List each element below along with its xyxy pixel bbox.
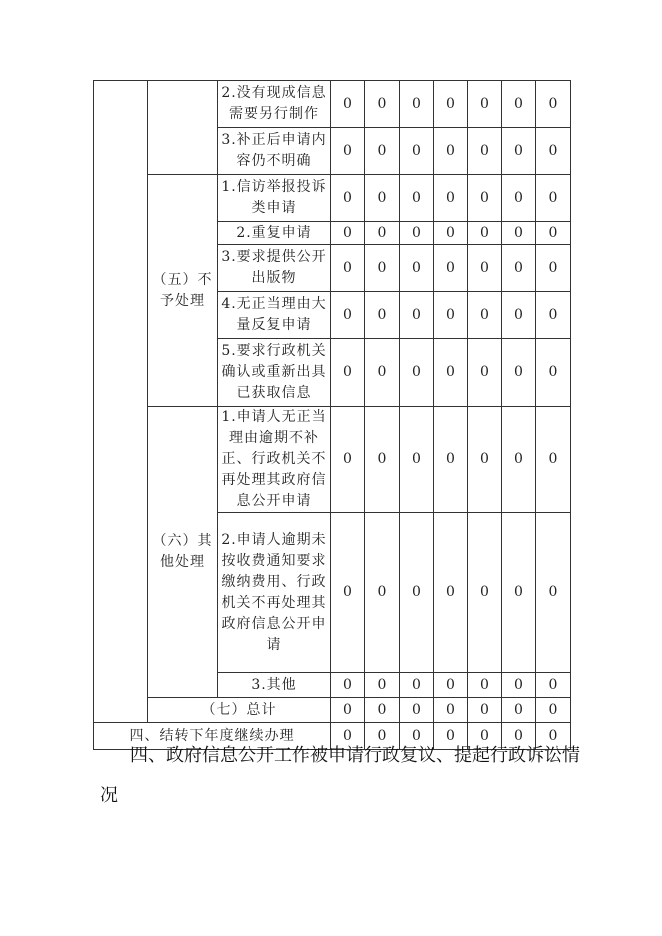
value-cell: 0 bbox=[365, 128, 400, 175]
value-cell: 0 bbox=[400, 339, 434, 407]
value-cell: 0 bbox=[434, 723, 468, 750]
value-cell: 0 bbox=[331, 513, 365, 673]
value-cell: 0 bbox=[331, 673, 365, 698]
value-cell: 0 bbox=[434, 673, 468, 698]
value-cell: 0 bbox=[365, 339, 400, 407]
value-cell: 0 bbox=[468, 513, 502, 673]
value-cell: 0 bbox=[400, 407, 434, 513]
item-label: 2.申请人逾期未按收费通知要求缴纳费用、行政机关不再处理其政府信息公开申请 bbox=[218, 513, 331, 673]
value-cell: 0 bbox=[400, 175, 434, 222]
value-cell: 0 bbox=[400, 673, 434, 698]
table-row bbox=[94, 407, 571, 513]
value-cell: 0 bbox=[502, 81, 536, 128]
value-cell: 0 bbox=[400, 723, 434, 750]
item-label: 3.其他 bbox=[218, 673, 331, 698]
value-cell: 0 bbox=[331, 128, 365, 175]
value-cell: 0 bbox=[365, 407, 400, 513]
value-cell: 0 bbox=[331, 81, 365, 128]
value-cell: 0 bbox=[400, 81, 434, 128]
value-cell: 0 bbox=[536, 339, 571, 407]
value-cell: 0 bbox=[536, 723, 571, 750]
item-label: 3.要求提供公开出版物 bbox=[218, 245, 331, 292]
value-cell: 0 bbox=[536, 513, 571, 673]
value-cell: 0 bbox=[434, 292, 468, 339]
value-cell: 0 bbox=[365, 81, 400, 128]
table-row bbox=[94, 81, 571, 128]
value-cell: 0 bbox=[434, 698, 468, 723]
value-cell: 0 bbox=[536, 292, 571, 339]
value-cell: 0 bbox=[502, 175, 536, 222]
category-cell: （六）其他处理 bbox=[148, 407, 218, 698]
value-cell: 0 bbox=[502, 407, 536, 513]
value-cell: 0 bbox=[502, 513, 536, 673]
value-cell: 0 bbox=[365, 723, 400, 750]
section-heading: 四、政府信息公开工作被申请行政复议、提起行政诉讼情况 bbox=[100, 745, 580, 806]
value-cell: 0 bbox=[468, 673, 502, 698]
statistics-table-body bbox=[94, 81, 571, 750]
item-label: 2.重复申请 bbox=[218, 222, 331, 245]
value-cell: 0 bbox=[400, 292, 434, 339]
section-column-cell bbox=[94, 81, 148, 723]
value-cell: 0 bbox=[468, 222, 502, 245]
value-cell: 0 bbox=[434, 222, 468, 245]
value-cell: 0 bbox=[331, 723, 365, 750]
value-cell: 0 bbox=[365, 222, 400, 245]
value-cell: 0 bbox=[365, 513, 400, 673]
value-cell: 0 bbox=[468, 245, 502, 292]
value-cell: 0 bbox=[331, 407, 365, 513]
value-cell: 0 bbox=[468, 339, 502, 407]
value-cell: 0 bbox=[536, 128, 571, 175]
value-cell: 0 bbox=[434, 407, 468, 513]
value-cell: 0 bbox=[400, 128, 434, 175]
value-cell: 0 bbox=[365, 175, 400, 222]
total-row bbox=[94, 698, 571, 723]
value-cell: 0 bbox=[502, 673, 536, 698]
value-cell: 0 bbox=[536, 698, 571, 723]
value-cell: 0 bbox=[400, 698, 434, 723]
value-cell: 0 bbox=[468, 175, 502, 222]
item-label: 1.申请人无正当理由逾期不补正、行政机关不再处理其政府信息公开申请 bbox=[218, 407, 331, 513]
value-cell: 0 bbox=[365, 292, 400, 339]
value-cell: 0 bbox=[502, 245, 536, 292]
value-cell: 0 bbox=[536, 175, 571, 222]
value-cell: 0 bbox=[434, 175, 468, 222]
item-label: 4.无正当理由大量反复申请 bbox=[218, 292, 331, 339]
value-cell: 0 bbox=[468, 81, 502, 128]
total-label: （七）总计 bbox=[148, 698, 331, 723]
value-cell: 0 bbox=[400, 245, 434, 292]
value-cell: 0 bbox=[400, 513, 434, 673]
statistics-table bbox=[93, 80, 571, 750]
item-label: 1.信访举报投诉类申请 bbox=[218, 175, 331, 222]
category-cell bbox=[148, 81, 218, 175]
value-cell: 0 bbox=[468, 698, 502, 723]
value-cell: 0 bbox=[434, 128, 468, 175]
value-cell: 0 bbox=[536, 81, 571, 128]
value-cell: 0 bbox=[331, 339, 365, 407]
value-cell: 0 bbox=[536, 673, 571, 698]
value-cell: 0 bbox=[434, 513, 468, 673]
value-cell: 0 bbox=[502, 723, 536, 750]
value-cell: 0 bbox=[468, 128, 502, 175]
carry-over-label: 四、结转下年度继续办理 bbox=[94, 723, 331, 750]
value-cell: 0 bbox=[502, 698, 536, 723]
value-cell: 0 bbox=[502, 339, 536, 407]
item-label: 5.要求行政机关确认或重新出具已获取信息 bbox=[218, 339, 331, 407]
value-cell: 0 bbox=[502, 128, 536, 175]
value-cell: 0 bbox=[434, 339, 468, 407]
value-cell: 0 bbox=[468, 723, 502, 750]
value-cell: 0 bbox=[331, 698, 365, 723]
value-cell: 0 bbox=[502, 292, 536, 339]
value-cell: 0 bbox=[536, 407, 571, 513]
item-label: 3.补正后申请内容仍不明确 bbox=[218, 128, 331, 175]
value-cell: 0 bbox=[536, 245, 571, 292]
table-row bbox=[94, 175, 571, 222]
value-cell: 0 bbox=[434, 81, 468, 128]
value-cell: 0 bbox=[502, 222, 536, 245]
value-cell: 0 bbox=[365, 673, 400, 698]
value-cell: 0 bbox=[331, 222, 365, 245]
value-cell: 0 bbox=[331, 175, 365, 222]
value-cell: 0 bbox=[434, 245, 468, 292]
value-cell: 0 bbox=[468, 292, 502, 339]
value-cell: 0 bbox=[331, 245, 365, 292]
category-cell: （五）不予处理 bbox=[148, 175, 218, 407]
value-cell: 0 bbox=[331, 292, 365, 339]
value-cell: 0 bbox=[536, 222, 571, 245]
value-cell: 0 bbox=[400, 222, 434, 245]
value-cell: 0 bbox=[365, 698, 400, 723]
value-cell: 0 bbox=[365, 245, 400, 292]
value-cell: 0 bbox=[468, 407, 502, 513]
item-label: 2.没有现成信息需要另行制作 bbox=[218, 81, 331, 128]
